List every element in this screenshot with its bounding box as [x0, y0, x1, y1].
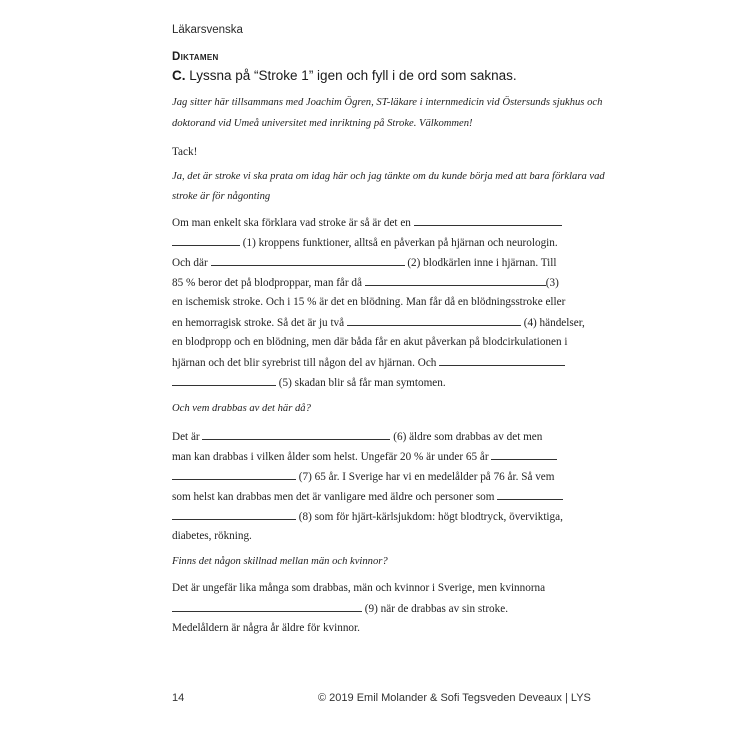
exercise-letter: C. — [172, 68, 186, 83]
paragraph-1-line-4: 85 % beror det på blodproppar, man får då (3) — [172, 277, 559, 289]
blank-5b[interactable] — [172, 376, 276, 386]
blank-8b[interactable] — [172, 510, 296, 520]
paragraph-3-line-3: Medelåldern är några år äldre för kvinnor. — [172, 622, 360, 634]
paragraph-1-line-3: Och där (2) blodkärlen inne i hjärnan. Till — [172, 257, 557, 269]
paragraph-3-line-1: Det är ungefär lika många som drabbas, män och kvinnor i Sverige, men kvinnorna — [172, 582, 546, 594]
section-title: Diktamen — [172, 51, 219, 63]
paragraph-1-line-9: (5) skadan blir så får man symtomen. — [172, 376, 446, 389]
interviewer-question-4: Finns det någon skillnad mellan män och kvinnor? — [172, 556, 388, 567]
paragraph-1-line-8: hjärnan och det blir syrebrist till någon del av hjärnan. Och — [172, 356, 565, 369]
blank-1b[interactable] — [172, 236, 240, 246]
blank-6[interactable] — [202, 430, 390, 440]
paragraph-1-line-2: (1) kroppens funktioner, alltså en påverkan på hjärnan och neurologin. — [172, 236, 558, 249]
running-head: Läkarsvenska — [172, 24, 243, 36]
blank-4[interactable] — [347, 316, 521, 326]
blank-5a[interactable] — [439, 356, 565, 366]
paragraph-3-line-2: (9) när de drabbas av sin stroke. — [172, 602, 508, 615]
paragraph-1-line-1: Om man enkelt ska förklara vad stroke är så är det en — [172, 216, 562, 229]
paragraph-2-line-3: (7) 65 år. I Sverige har vi en medelålder på 76 år. Så vem — [172, 470, 554, 483]
interviewer-question-1-line-1: Jag sitter här tillsammans med Joachim Ögren, ST-läkare i internmedicin vid Östersunds sjukhus och — [172, 97, 603, 108]
interviewer-question-3: Och vem drabbas av det här då? — [172, 403, 311, 414]
paragraph-1-line-6: en hemorragisk stroke. Så det är ju två (4) händelser, — [172, 317, 585, 329]
interviewer-question-2-line-2: stroke är för någonting — [172, 191, 271, 202]
blank-8a[interactable] — [497, 490, 563, 500]
paragraph-2-line-5: (8) som för hjärt-kärlsjukdom: högt blodtryck, överviktiga, — [172, 510, 563, 523]
interviewer-question-1-line-2: doktorand vid Umeå universitet med inriktning på Stroke. Välkommen! — [172, 118, 473, 129]
blank-7b[interactable] — [172, 470, 296, 480]
paragraph-2-line-4: som helst kan drabbas men det är vanligare med äldre och personer som — [172, 490, 563, 503]
blank-3[interactable] — [365, 276, 546, 286]
paragraph-2-line-2: man kan drabbas i vilken ålder som helst. Ungefär 20 % är under 65 år — [172, 450, 557, 463]
blank-9[interactable] — [172, 602, 362, 612]
paragraph-1-line-7: en blodpropp och en blödning, men där båda får en akut påverkan på blodcirkulationen i — [172, 336, 568, 348]
interviewer-question-2-line-1: Ja, det är stroke vi ska prata om idag här och jag tänkte om du kunde börja med att bara förklara vad — [172, 171, 605, 182]
blank-2[interactable] — [211, 256, 405, 266]
instruction-text: Lyssna på “Stroke 1” igen och fyll i de ord som saknas. — [185, 68, 517, 83]
blank-1a[interactable] — [414, 216, 562, 226]
reply-thanks: Tack! — [172, 146, 198, 158]
paragraph-1-line-5: en ischemisk stroke. Och i 15 % är det en blödning. Man får då en blödningsstroke eller — [172, 296, 566, 308]
exercise-instruction — [172, 68, 517, 83]
blank-7a[interactable] — [491, 450, 557, 460]
paragraph-2-line-6: diabetes, rökning. — [172, 530, 252, 542]
copyright-notice: © 2019 Emil Molander & Sofi Tegsveden Deveaux | LYS — [318, 692, 591, 704]
page-number: 14 — [172, 692, 185, 704]
paragraph-2-line-1: Det är (6) äldre som drabbas av det men — [172, 431, 543, 443]
